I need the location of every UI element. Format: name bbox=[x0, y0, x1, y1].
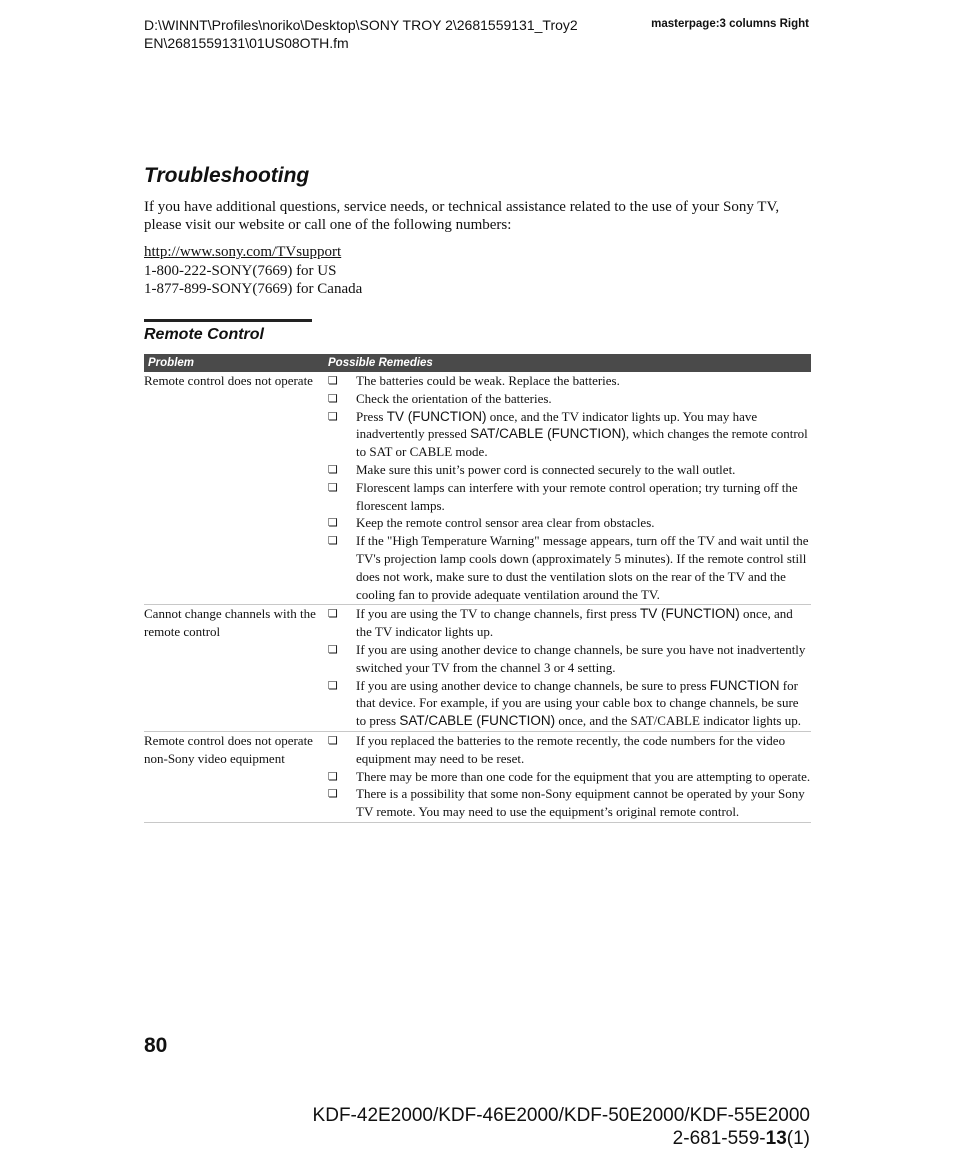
remedy-item bbox=[326, 479, 811, 515]
remedy-segment: Keep the remote control sensor area clear from obstacles. bbox=[356, 515, 655, 531]
remedy-segment: for that device. For example, if you are using your cable box to change channels, be sure to press bbox=[356, 677, 799, 729]
page-title: Troubleshooting bbox=[144, 164, 310, 187]
model-footer bbox=[313, 1104, 810, 1150]
model-numbers: KDF-42E2000/KDF-46E2000/KDF-50E2000/KDF-55E2000 bbox=[312, 1105, 810, 1126]
intro-paragraph: If you have additional questions, service needs, or technical assistance related to the use of your Sony TV, please visit our website or call one of the following numbers: bbox=[144, 199, 780, 233]
remedy-segment: Press bbox=[356, 408, 387, 424]
remedies-cell bbox=[326, 605, 811, 730]
button-name: SAT/CABLE (FUNCTION) bbox=[470, 426, 626, 442]
remedy-segment: The batteries could be weak. Replace the batteries. bbox=[356, 373, 620, 388]
problem-cell: Remote control does not operate non-Sony video equipment bbox=[144, 732, 313, 766]
checkbox-bullet-icon: ❏ bbox=[328, 374, 338, 387]
table-row bbox=[144, 372, 811, 605]
button-name: SAT/CABLE (FUNCTION) bbox=[399, 713, 556, 729]
checkbox-bullet-icon: ❏ bbox=[328, 516, 338, 530]
checkbox-bullet-icon: ❏ bbox=[328, 409, 338, 423]
remedy-segment: Check the orientation of the batteries. bbox=[356, 390, 552, 406]
contact-info bbox=[144, 243, 362, 299]
remedy-text bbox=[356, 641, 811, 677]
file-path-header bbox=[144, 16, 578, 52]
remedy-item bbox=[326, 461, 811, 479]
file-path-line-2: EN\2681559131\01US08OTH.fm bbox=[144, 35, 349, 51]
remedy-text bbox=[356, 479, 811, 515]
checkbox-bullet-icon: ❏ bbox=[328, 787, 338, 801]
header-remedies: Possible Remedies bbox=[328, 357, 433, 369]
remedy-text bbox=[356, 461, 811, 479]
header-problem: Problem bbox=[148, 357, 195, 369]
remedy-text bbox=[356, 732, 811, 768]
table-row bbox=[144, 732, 811, 823]
troubleshooting-table bbox=[144, 354, 811, 823]
remedy-segment: once, and the TV indicator lights up. bbox=[356, 606, 793, 640]
checkbox-bullet-icon: ❏ bbox=[328, 769, 338, 783]
remedies-cell bbox=[326, 372, 811, 603]
table-row bbox=[144, 605, 811, 732]
remedy-text bbox=[356, 768, 811, 786]
remedy-text bbox=[356, 532, 811, 603]
code-suffix: (1) bbox=[786, 1128, 810, 1149]
remedy-segment: If you are using another device to change channels, be sure you have not inadvertently switched your TV from the channel 3 or 4 setting. bbox=[356, 641, 806, 675]
checkbox-bullet-icon: ❏ bbox=[328, 534, 338, 548]
checkbox-bullet-icon: ❏ bbox=[328, 733, 338, 747]
table-body bbox=[144, 372, 811, 823]
code-prefix: 2-681-559- bbox=[672, 1128, 766, 1149]
checkbox-bullet-icon: ❏ bbox=[328, 607, 338, 621]
section-title: Remote Control bbox=[144, 326, 264, 343]
remedy-text bbox=[356, 408, 811, 461]
document-code bbox=[313, 1127, 810, 1150]
remedy-item bbox=[326, 390, 811, 408]
remedy-text bbox=[356, 514, 811, 532]
remedy-segment: If you replaced the batteries to the remote recently, the code numbers for the video equipment may need to be reset. bbox=[356, 732, 786, 766]
checkbox-bullet-icon: ❏ bbox=[328, 391, 338, 405]
remedy-item bbox=[326, 372, 811, 390]
remedy-segment: once, and the SAT/CABLE indicator lights up. bbox=[555, 713, 801, 729]
remedies-cell bbox=[326, 732, 811, 821]
remedy-segment: If you are using another device to change channels, be sure to press bbox=[356, 677, 710, 693]
remedy-segment: once, and the TV indicator lights up. You may have inadvertently pressed bbox=[356, 408, 758, 442]
remedy-item bbox=[326, 732, 811, 768]
remedy-item bbox=[326, 532, 811, 603]
remedy-text bbox=[356, 785, 811, 821]
checkbox-bullet-icon: ❏ bbox=[328, 678, 338, 692]
remedy-segment: If you are using the TV to change channels, first press bbox=[356, 606, 641, 622]
remedy-item bbox=[326, 641, 811, 677]
masterpage-label: masterpage:3 columns Right bbox=[651, 18, 809, 30]
remedy-segment: Florescent lamps can interfere with your remote control operation; try turning off the florescent lamps. bbox=[356, 479, 798, 513]
remedy-segment: , which changes the remote control to SAT or CABLE mode. bbox=[356, 426, 808, 460]
remedy-item bbox=[326, 768, 811, 786]
remedy-text bbox=[356, 677, 811, 730]
file-path-line-1: D:\WINNT\Profiles\noriko\Desktop\SONY TROY 2\2681559131_Troy2 bbox=[144, 17, 578, 33]
button-name: TV (FUNCTION) bbox=[386, 408, 487, 424]
remedy-item bbox=[326, 785, 811, 821]
support-website-link[interactable]: http://www.sony.com/TVsupport bbox=[144, 244, 342, 260]
button-name: TV (FUNCTION) bbox=[640, 606, 740, 622]
section-rule bbox=[144, 319, 312, 322]
remedy-item bbox=[326, 408, 811, 461]
remedy-item bbox=[326, 514, 811, 532]
phone-canada: 1-877-899-SONY(7669) for Canada bbox=[144, 281, 363, 297]
remedy-item bbox=[326, 677, 811, 730]
page-number: 80 bbox=[144, 1034, 168, 1057]
problem-cell: Remote control does not operate bbox=[144, 373, 313, 388]
remedy-text bbox=[356, 372, 811, 390]
checkbox-bullet-icon: ❏ bbox=[328, 462, 338, 476]
problem-cell: Cannot change channels with the remote control bbox=[144, 606, 316, 640]
checkbox-bullet-icon: ❏ bbox=[328, 480, 338, 494]
remedy-segment: Make sure this unit’s power cord is connected securely to the wall outlet. bbox=[356, 461, 736, 477]
table-header bbox=[144, 354, 811, 372]
remedy-text bbox=[356, 605, 811, 641]
remedy-segment: There is a possibility that some non-Sony equipment cannot be operated by your Sony TV remote. You may need to use the equipment’s original remote control. bbox=[356, 786, 805, 820]
remedy-text bbox=[356, 390, 811, 408]
checkbox-bullet-icon: ❏ bbox=[328, 642, 338, 656]
remedy-item bbox=[326, 605, 811, 641]
code-bold: 13 bbox=[765, 1128, 787, 1149]
remedy-segment: If the "High Temperature Warning" message appears, turn off the TV and wait until the TV's projection lamp cools down (approximately 5 minutes). If the remote control still does not work, make sure to dust the ventilation slots on the rear of the TV and the cooling fan to provide adequate ventilation around the TV. bbox=[356, 533, 809, 602]
button-name: FUNCTION bbox=[709, 677, 780, 693]
phone-us: 1-800-222-SONY(7669) for US bbox=[144, 262, 337, 279]
remedy-segment: There may be more than one code for the equipment that you are attempting to operate. bbox=[356, 768, 811, 784]
